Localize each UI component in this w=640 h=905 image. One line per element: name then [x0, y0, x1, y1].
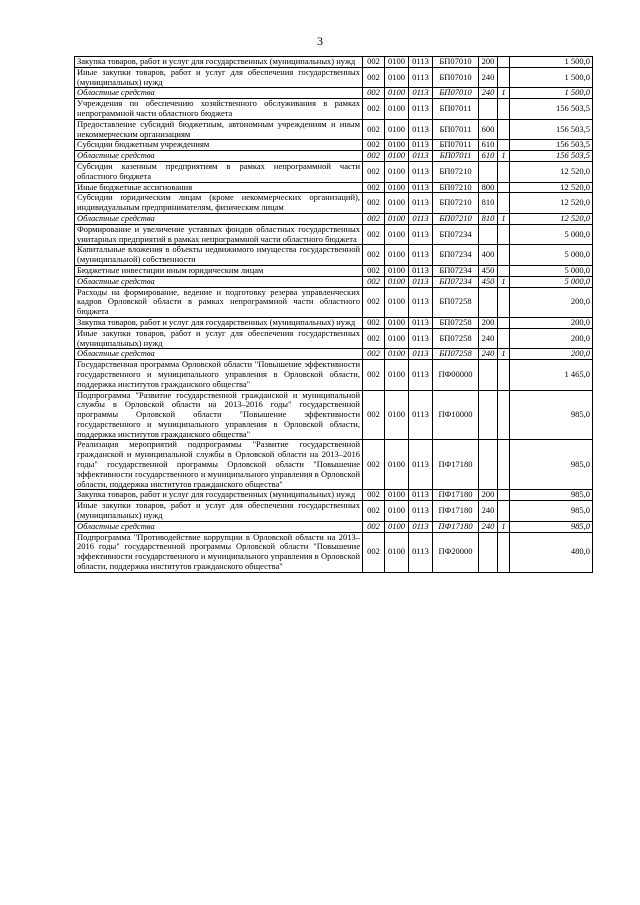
- amount-cell: 200,0: [510, 317, 593, 328]
- expense-type-code-cell: [479, 224, 498, 245]
- target-article-code-cell: БП07010: [433, 67, 479, 88]
- funding-source-code-cell: [498, 317, 510, 328]
- amount-cell: 12 520,0: [510, 213, 593, 224]
- expense-type-code-cell: 240: [479, 349, 498, 360]
- item-name-cell: Государственная программа Орловской области "Повышение эффективности государственного и муниципального управления в Орловской области, поддержка институтов гражданского общества": [75, 360, 363, 390]
- funding-source-code-cell: 1: [498, 88, 510, 99]
- funding-source-code-cell: [498, 532, 510, 572]
- expense-type-code-cell: 200: [479, 57, 498, 68]
- subsection-code-cell: 0113: [409, 224, 433, 245]
- funding-source-code-cell: [498, 182, 510, 193]
- subsection-code-cell: 0113: [409, 317, 433, 328]
- amount-cell: 985,0: [510, 501, 593, 522]
- section-code-cell: 0100: [385, 532, 409, 572]
- regional-funds-row: [75, 151, 593, 162]
- item-name-cell: Областные средства: [75, 213, 363, 224]
- subsection-code-cell: 0113: [409, 182, 433, 193]
- expense-type-code-cell: 810: [479, 193, 498, 214]
- funding-source-code-cell: [498, 490, 510, 501]
- item-name-cell: Бюджетные инвестиции иным юридическим лицам: [75, 265, 363, 276]
- section-code-cell: 0100: [385, 193, 409, 214]
- expense-type-code-cell: 240: [479, 67, 498, 88]
- section-code-cell: 0100: [385, 349, 409, 360]
- amount-cell: 1 500,0: [510, 57, 593, 68]
- funding-source-code-cell: 1: [498, 521, 510, 532]
- target-article-code-cell: БП07258: [433, 287, 479, 317]
- section-code-cell: 0100: [385, 276, 409, 287]
- section-code-cell: 0100: [385, 88, 409, 99]
- target-article-code-cell: БП07210: [433, 213, 479, 224]
- section-code-cell: 0100: [385, 317, 409, 328]
- item-name-cell: Учреждения по обеспечению хозяйственного обслуживания в рамках непрограммной части областного бюджета: [75, 99, 363, 120]
- target-article-code-cell: ПФ00000: [433, 360, 479, 390]
- section-code-cell: 0100: [385, 224, 409, 245]
- target-article-code-cell: БП07210: [433, 182, 479, 193]
- item-name-cell: Подпрограмма "Противодействие коррупции в Орловской области на 2013–2016 годы" государственной программы Орловской области "Повышение эффективности государственного и муниципального управления в Орловской области, поддержка институтов гражданского общества": [75, 532, 363, 572]
- section-code-cell: 0100: [385, 140, 409, 151]
- amount-cell: 156 503,5: [510, 99, 593, 120]
- subsection-code-cell: 0113: [409, 521, 433, 532]
- table-row: [75, 182, 593, 193]
- amount-cell: 156 503,5: [510, 119, 593, 140]
- target-article-code-cell: БП07010: [433, 57, 479, 68]
- table-row: [75, 161, 593, 182]
- expense-type-code-cell: [479, 161, 498, 182]
- target-article-code-cell: БП07010: [433, 88, 479, 99]
- ministry-code-cell: 002: [363, 440, 385, 490]
- target-article-code-cell: ПФ17180: [433, 490, 479, 501]
- section-code-cell: 0100: [385, 440, 409, 490]
- ministry-code-cell: 002: [363, 161, 385, 182]
- expense-type-code-cell: 450: [479, 265, 498, 276]
- funding-source-code-cell: [498, 328, 510, 349]
- subsection-code-cell: 0113: [409, 151, 433, 162]
- expense-type-code-cell: [479, 99, 498, 120]
- item-name-cell: Предоставление субсидий бюджетным, автономным учреждениям и иным некоммерческим организациям: [75, 119, 363, 140]
- amount-cell: 5 000,0: [510, 276, 593, 287]
- item-name-cell: Расходы на формирование, ведение и подготовку резерва управленческих кадров Орловской области в рамках непрограммной части областного бюджета: [75, 287, 363, 317]
- funding-source-code-cell: 1: [498, 349, 510, 360]
- expense-type-code-cell: 200: [479, 490, 498, 501]
- funding-source-code-cell: [498, 440, 510, 490]
- funding-source-code-cell: [498, 57, 510, 68]
- table-row: [75, 532, 593, 572]
- subsection-code-cell: 0113: [409, 390, 433, 440]
- ministry-code-cell: 002: [363, 521, 385, 532]
- target-article-code-cell: БП07011: [433, 151, 479, 162]
- funding-source-code-cell: [498, 360, 510, 390]
- subsection-code-cell: 0113: [409, 276, 433, 287]
- subsection-code-cell: 0113: [409, 349, 433, 360]
- expense-type-code-cell: 610: [479, 140, 498, 151]
- expense-type-code-cell: 240: [479, 521, 498, 532]
- subsection-code-cell: 0113: [409, 213, 433, 224]
- ministry-code-cell: 002: [363, 140, 385, 151]
- table-row: [75, 224, 593, 245]
- funding-source-code-cell: [498, 245, 510, 266]
- table-row: [75, 328, 593, 349]
- table-row: [75, 265, 593, 276]
- amount-cell: 12 520,0: [510, 161, 593, 182]
- subsection-code-cell: 0113: [409, 360, 433, 390]
- expense-type-code-cell: [479, 532, 498, 572]
- subsection-code-cell: 0113: [409, 99, 433, 120]
- expense-type-code-cell: 600: [479, 119, 498, 140]
- target-article-code-cell: БП07234: [433, 276, 479, 287]
- ministry-code-cell: 002: [363, 349, 385, 360]
- ministry-code-cell: 002: [363, 360, 385, 390]
- section-code-cell: 0100: [385, 245, 409, 266]
- table-row: [75, 140, 593, 151]
- target-article-code-cell: ПФ10000: [433, 390, 479, 440]
- table-row: [75, 360, 593, 390]
- ministry-code-cell: 002: [363, 287, 385, 317]
- item-name-cell: Областные средства: [75, 349, 363, 360]
- ministry-code-cell: 002: [363, 57, 385, 68]
- target-article-code-cell: БП07234: [433, 245, 479, 266]
- section-code-cell: 0100: [385, 521, 409, 532]
- expense-type-code-cell: 240: [479, 501, 498, 522]
- amount-cell: 156 503,5: [510, 140, 593, 151]
- item-name-cell: Иные закупки товаров, работ и услуг для обеспечения государственных (муниципальных) нужд: [75, 328, 363, 349]
- amount-cell: 12 520,0: [510, 182, 593, 193]
- section-code-cell: 0100: [385, 182, 409, 193]
- funding-source-code-cell: [498, 501, 510, 522]
- table-row: [75, 99, 593, 120]
- target-article-code-cell: БП07011: [433, 119, 479, 140]
- ministry-code-cell: 002: [363, 501, 385, 522]
- section-code-cell: 0100: [385, 213, 409, 224]
- funding-source-code-cell: [498, 161, 510, 182]
- funding-source-code-cell: [498, 67, 510, 88]
- target-article-code-cell: БП07011: [433, 140, 479, 151]
- table-row: [75, 287, 593, 317]
- budget-table-body: [75, 57, 593, 573]
- expense-type-code-cell: [479, 390, 498, 440]
- amount-cell: 5 000,0: [510, 245, 593, 266]
- section-code-cell: 0100: [385, 151, 409, 162]
- section-code-cell: 0100: [385, 265, 409, 276]
- ministry-code-cell: 002: [363, 213, 385, 224]
- amount-cell: 200,0: [510, 287, 593, 317]
- expense-type-code-cell: [479, 287, 498, 317]
- amount-cell: 200,0: [510, 328, 593, 349]
- target-article-code-cell: БП07011: [433, 99, 479, 120]
- target-article-code-cell: БП07258: [433, 328, 479, 349]
- ministry-code-cell: 002: [363, 119, 385, 140]
- section-code-cell: 0100: [385, 490, 409, 501]
- item-name-cell: Капитальные вложения в объекты недвижимого имущества государственной (муниципальной) собственности: [75, 245, 363, 266]
- amount-cell: 1 465,0: [510, 360, 593, 390]
- item-name-cell: Иные бюджетные ассигнования: [75, 182, 363, 193]
- ministry-code-cell: 002: [363, 67, 385, 88]
- target-article-code-cell: БП07210: [433, 161, 479, 182]
- expense-type-code-cell: 240: [479, 88, 498, 99]
- table-row: [75, 490, 593, 501]
- subsection-code-cell: 0113: [409, 245, 433, 266]
- amount-cell: 1 500,0: [510, 67, 593, 88]
- expense-type-code-cell: 400: [479, 245, 498, 266]
- item-name-cell: Закупка товаров, работ и услуг для государственных (муниципальных) нужд: [75, 490, 363, 501]
- ministry-code-cell: 002: [363, 151, 385, 162]
- page-number: 3: [317, 34, 323, 48]
- subsection-code-cell: 0113: [409, 532, 433, 572]
- table-row: [75, 119, 593, 140]
- item-name-cell: Областные средства: [75, 151, 363, 162]
- item-name-cell: Иные закупки товаров, работ и услуг для обеспечения государственных (муниципальных) нужд: [75, 67, 363, 88]
- item-name-cell: Закупка товаров, работ и услуг для государственных (муниципальных) нужд: [75, 57, 363, 68]
- funding-source-code-cell: [498, 193, 510, 214]
- amount-cell: 5 000,0: [510, 224, 593, 245]
- item-name-cell: Областные средства: [75, 276, 363, 287]
- ministry-code-cell: 002: [363, 390, 385, 440]
- item-name-cell: Областные средства: [75, 88, 363, 99]
- section-code-cell: 0100: [385, 67, 409, 88]
- table-row: [75, 67, 593, 88]
- subsection-code-cell: 0113: [409, 119, 433, 140]
- subsection-code-cell: 0113: [409, 287, 433, 317]
- section-code-cell: 0100: [385, 99, 409, 120]
- ministry-code-cell: 002: [363, 490, 385, 501]
- regional-funds-row: [75, 88, 593, 99]
- target-article-code-cell: ПФ17180: [433, 521, 479, 532]
- regional-funds-row: [75, 521, 593, 532]
- expense-type-code-cell: [479, 360, 498, 390]
- target-article-code-cell: ПФ20000: [433, 532, 479, 572]
- target-article-code-cell: БП07234: [433, 224, 479, 245]
- subsection-code-cell: 0113: [409, 140, 433, 151]
- amount-cell: 480,0: [510, 532, 593, 572]
- ministry-code-cell: 002: [363, 224, 385, 245]
- section-code-cell: 0100: [385, 360, 409, 390]
- amount-cell: 200,0: [510, 349, 593, 360]
- ministry-code-cell: 002: [363, 99, 385, 120]
- expense-type-code-cell: [479, 440, 498, 490]
- ministry-code-cell: 002: [363, 182, 385, 193]
- subsection-code-cell: 0113: [409, 67, 433, 88]
- funding-source-code-cell: [498, 119, 510, 140]
- amount-cell: 985,0: [510, 490, 593, 501]
- ministry-code-cell: 002: [363, 88, 385, 99]
- item-name-cell: Субсидии казенным предприятиям в рамках непрограммной части областного бюджета: [75, 161, 363, 182]
- funding-source-code-cell: 1: [498, 276, 510, 287]
- table-row: [75, 501, 593, 522]
- ministry-code-cell: 002: [363, 193, 385, 214]
- ministry-code-cell: 002: [363, 532, 385, 572]
- amount-cell: 12 520,0: [510, 193, 593, 214]
- expense-type-code-cell: 610: [479, 151, 498, 162]
- subsection-code-cell: 0113: [409, 501, 433, 522]
- amount-cell: 156 503,5: [510, 151, 593, 162]
- expense-type-code-cell: 240: [479, 328, 498, 349]
- subsection-code-cell: 0113: [409, 88, 433, 99]
- target-article-code-cell: ПФ17180: [433, 440, 479, 490]
- section-code-cell: 0100: [385, 390, 409, 440]
- amount-cell: 985,0: [510, 521, 593, 532]
- table-row: [75, 390, 593, 440]
- amount-cell: 985,0: [510, 390, 593, 440]
- funding-source-code-cell: [498, 224, 510, 245]
- regional-funds-row: [75, 276, 593, 287]
- funding-source-code-cell: [498, 287, 510, 317]
- regional-funds-row: [75, 213, 593, 224]
- item-name-cell: Субсидии бюджетным учреждениям: [75, 140, 363, 151]
- table-row: [75, 245, 593, 266]
- subsection-code-cell: 0113: [409, 328, 433, 349]
- expense-type-code-cell: 450: [479, 276, 498, 287]
- item-name-cell: Иные закупки товаров, работ и услуг для обеспечения государственных (муниципальных) нужд: [75, 501, 363, 522]
- expense-type-code-cell: 800: [479, 182, 498, 193]
- item-name-cell: Реализация мероприятий подпрограммы "Развитие государственной гражданской и муниципальной службы в Орловской области на 2013–2016 годы" государственной программы Орловской области "Повышение эффективности государственного и муниципального управления в Орловской области, поддержка институтов гражданского общества": [75, 440, 363, 490]
- section-code-cell: 0100: [385, 161, 409, 182]
- expense-type-code-cell: 810: [479, 213, 498, 224]
- subsection-code-cell: 0113: [409, 161, 433, 182]
- item-name-cell: Субсидии юридическим лицам (кроме некоммерческих организаций), индивидуальным предпринимателям, физическим лицам: [75, 193, 363, 214]
- ministry-code-cell: 002: [363, 328, 385, 349]
- target-article-code-cell: ПФ17180: [433, 501, 479, 522]
- regional-funds-row: [75, 349, 593, 360]
- section-code-cell: 0100: [385, 501, 409, 522]
- funding-source-code-cell: [498, 99, 510, 120]
- amount-cell: 1 500,0: [510, 88, 593, 99]
- section-code-cell: 0100: [385, 328, 409, 349]
- subsection-code-cell: 0113: [409, 265, 433, 276]
- item-name-cell: Областные средства: [75, 521, 363, 532]
- subsection-code-cell: 0113: [409, 490, 433, 501]
- target-article-code-cell: БП07234: [433, 265, 479, 276]
- table-row: [75, 193, 593, 214]
- ministry-code-cell: 002: [363, 276, 385, 287]
- target-article-code-cell: БП07258: [433, 349, 479, 360]
- amount-cell: 985,0: [510, 440, 593, 490]
- table-row: [75, 440, 593, 490]
- item-name-cell: Формирование и увеличение уставных фондов областных государственных унитарных предприятий в рамках непрограммной части областного бюджета: [75, 224, 363, 245]
- funding-source-code-cell: 1: [498, 213, 510, 224]
- funding-source-code-cell: [498, 390, 510, 440]
- ministry-code-cell: 002: [363, 317, 385, 328]
- subsection-code-cell: 0113: [409, 57, 433, 68]
- table-row: [75, 57, 593, 68]
- subsection-code-cell: 0113: [409, 193, 433, 214]
- section-code-cell: 0100: [385, 57, 409, 68]
- ministry-code-cell: 002: [363, 245, 385, 266]
- funding-source-code-cell: [498, 140, 510, 151]
- target-article-code-cell: БП07210: [433, 193, 479, 214]
- amount-cell: 5 000,0: [510, 265, 593, 276]
- section-code-cell: 0100: [385, 287, 409, 317]
- funding-source-code-cell: 1: [498, 151, 510, 162]
- funding-source-code-cell: [498, 265, 510, 276]
- ministry-code-cell: 002: [363, 265, 385, 276]
- item-name-cell: Подпрограмма "Развитие государственной гражданской и муниципальной службы в Орловской области на 2013–2016 годы" государственной программы Орловской области "Повышение эффективности государственного и муниципального управления в Орловской области, поддержка институтов гражданского общества": [75, 390, 363, 440]
- table-row: [75, 317, 593, 328]
- expense-type-code-cell: 200: [479, 317, 498, 328]
- subsection-code-cell: 0113: [409, 440, 433, 490]
- item-name-cell: Закупка товаров, работ и услуг для государственных (муниципальных) нужд: [75, 317, 363, 328]
- target-article-code-cell: БП07258: [433, 317, 479, 328]
- budget-table: [74, 56, 593, 573]
- section-code-cell: 0100: [385, 119, 409, 140]
